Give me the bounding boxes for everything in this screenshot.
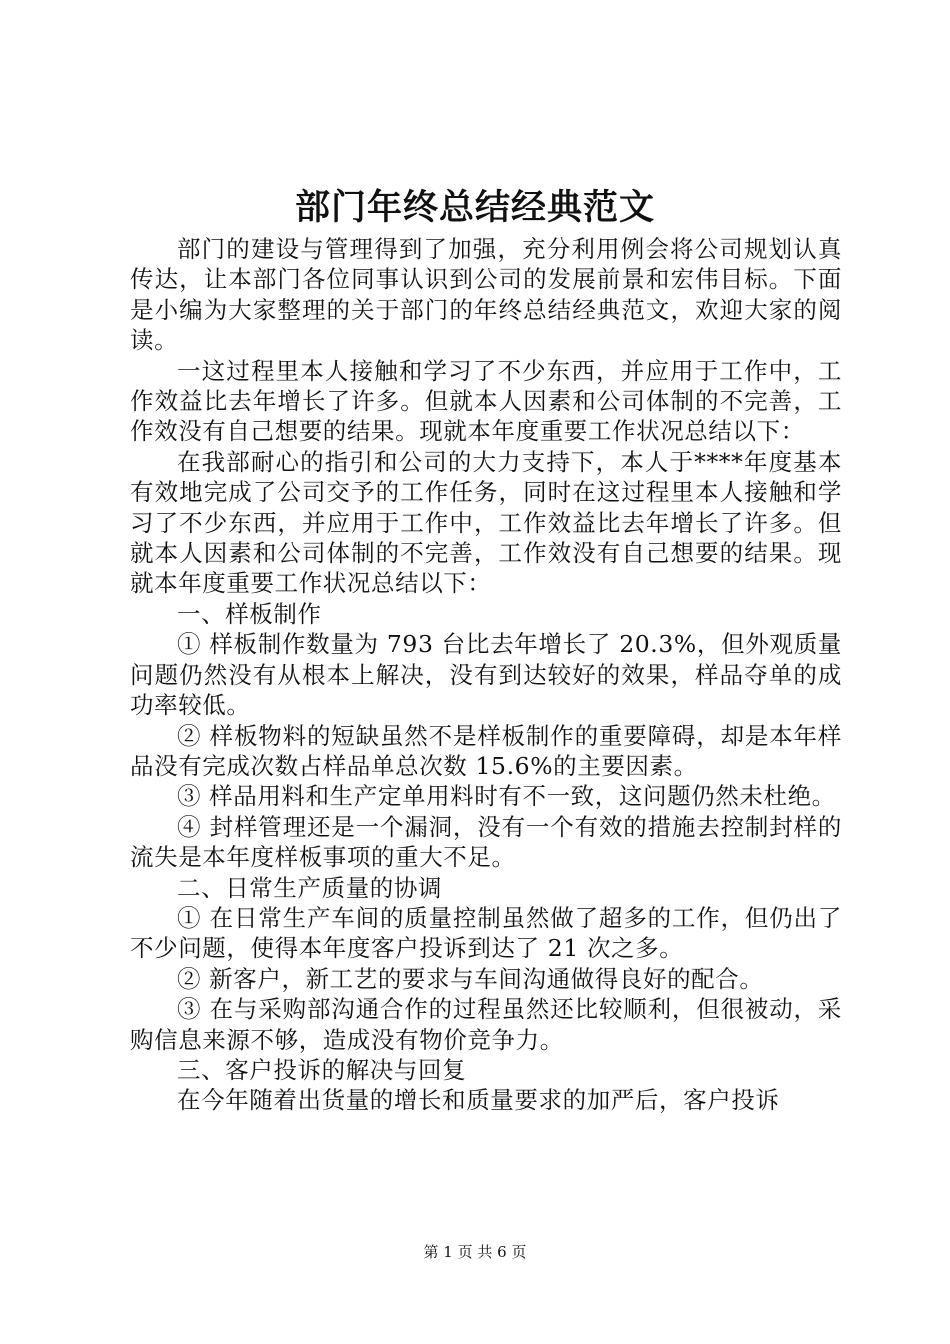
list-item-quality-3: ③ 在与采购部沟通合作的过程虽然还比较顺利，但很被动，采购信息来源不够，造成没有物价竞争力。 [130, 995, 842, 1054]
list-item-sample-1: ① 样板制作数量为 793 台比去年增长了 20.3%，但外观质量问题仍然没有从根本上解决，没有到达较好的效果，样品夺单的成功率较低。 [130, 630, 842, 720]
document-title: 部门年终总结经典范文 [294, 187, 655, 228]
section-heading-quality: 二、日常生产质量的协调 [177, 873, 443, 902]
section-heading-complaints: 三、客户投诉的解决与回复 [177, 1055, 467, 1084]
list-item-quality-2: ② 新客户，新工艺的要求与车间沟通做得良好的配合。 [177, 964, 764, 993]
list-item-quality-1: ① 在日常生产车间的质量控制虽然做了超多的工作，但仍出了不少问题，使得本年度客户投诉到达了 21 次之多。 [130, 903, 842, 963]
list-item-sample-3: ③ 样品用料和生产定单用料时有不一致，这问题仍然未杜绝。 [177, 782, 836, 811]
paragraph-summary: 在我部耐心的指引和公司的大力支持下，本人于****年度基本有效地完成了公司交予的工作任务，同时在这过程里本人接触和学习了不少东西，并应用于工作中，工作效益比去年增长了许多。但就本人因素和公司体制的不完善，工作效没有自己想要的结果。现就本年度重要工作状况总结以下： [130, 447, 842, 598]
document-body [130, 234, 842, 1116]
page-footer: 第 1 页 共 6 页 [423, 1243, 527, 1261]
list-item-sample-2: ② 样板物料的短缺虽然不是样板制作的重要障碍，却是本年样品没有完成次数占样品单总次数 15.6%的主要因素。 [130, 721, 842, 780]
list-item-sample-4: ④ 封样管理还是一个漏洞，没有一个有效的措施去控制封样的流失是本年度样板事项的重大不足。 [130, 812, 842, 872]
paragraph-intro: 部门的建设与管理得到了加强，充分利用例会将公司规划认真传达，让本部门各位同事认识到公司的发展前景和宏伟目标。下面是小编为大家整理的关于部门的年终总结经典范文，欢迎大家的阅读。 [130, 235, 842, 355]
section-heading-sample-making: 一、样板制作 [177, 599, 322, 628]
paragraph-complaints: 在今年随着出货量的增长和质量要求的加严后，客户投诉 [177, 1086, 780, 1115]
paragraph-overview: 一这过程里本人接触和学习了不少东西，并应用于工作中，工作效益比去年增长了许多。但就本人因素和公司体制的不完善，工作效没有自己想要的结果。现就本年度重要工作状况总结以下： [130, 356, 842, 446]
